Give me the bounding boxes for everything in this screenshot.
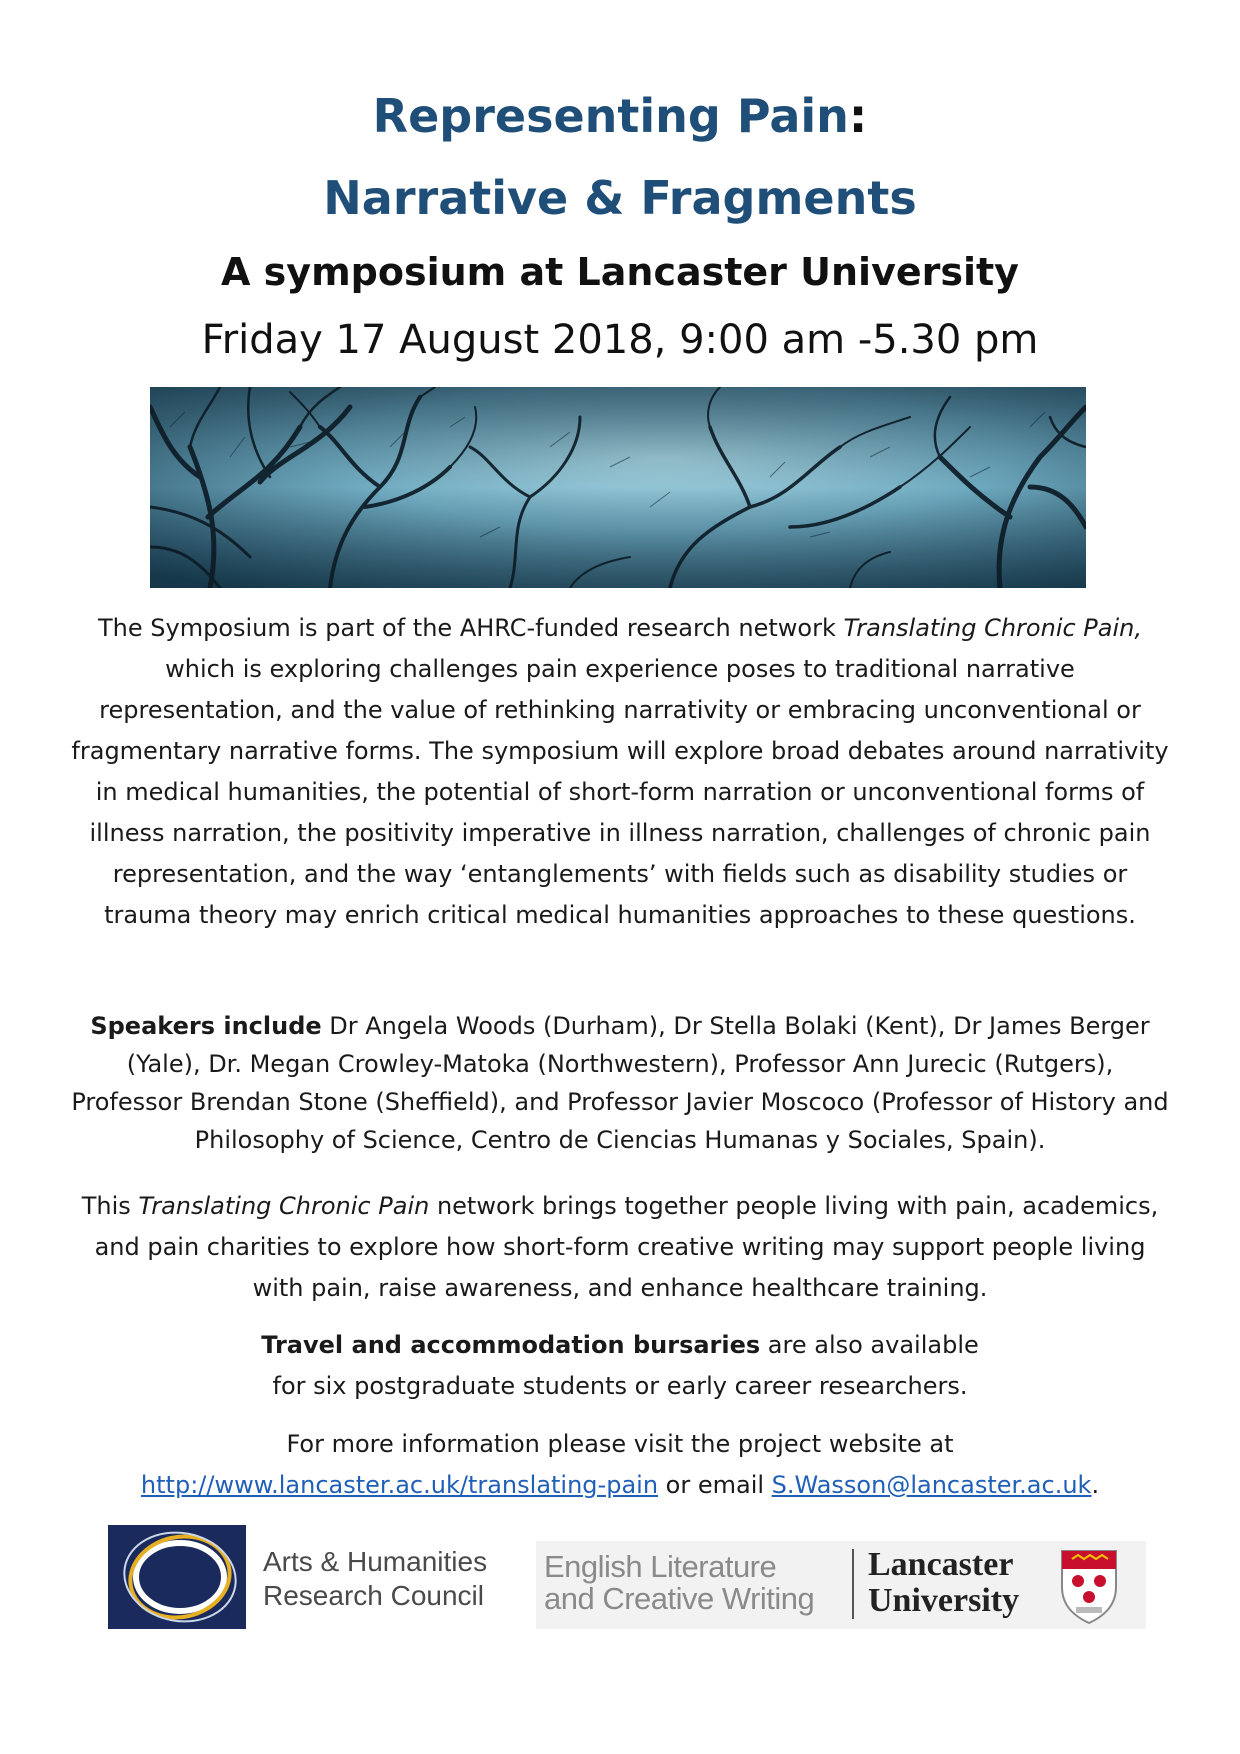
info-paragraph: For more information please visit the project website at http://www.lancaster.ac.uk/translating-pain or email S.Wasson@lancaster.ac.uk.: [140, 1430, 1100, 1499]
contact-email-link[interactable]: S.Wasson@lancaster.ac.uk: [771, 1471, 1092, 1499]
university-crest-icon: [1058, 1547, 1120, 1625]
subtitle: A symposium at Lancaster University: [221, 250, 1019, 294]
network-name-italic: Translating Chronic Pain: [138, 1192, 430, 1220]
title-main: Representing Pain: [372, 89, 849, 143]
logo-divider: [852, 1549, 854, 1619]
bursary-label: Travel and accommodation bursaries: [261, 1331, 761, 1359]
ahrc-logo: [108, 1525, 528, 1629]
lancaster-english-logo: [536, 1541, 1146, 1629]
ahrc-name: Arts & Humanities Research Council: [263, 1546, 488, 1611]
speakers-paragraph: Speakers include Dr Angela Woods (Durham), Dr Stella Bolaki (Kent), Dr James Berger (Yale), Dr. Megan Crowley-Matoka (Northwestern), Professor Ann Jurecic (Rutgers), Professor Brendan Stone (Sheffield), and Professor Javier Moscoco (Professor of History and Philosophy of Science, Centro de Ciencias Humanas y Sociales, Spain).: [71, 1012, 1169, 1154]
network-paragraph: This Translating Chronic Pain network brings together people living with pain, academics, and pain charities to explore how short-form creative writing may support people living with pain, raise awareness, and enhance healthcare training.: [81, 1192, 1159, 1302]
speakers-label: Speakers include: [90, 1012, 322, 1040]
department-name: English Literature and Creative Writing: [544, 1549, 815, 1616]
project-website-link[interactable]: http://www.lancaster.ac.uk/translating-pain: [140, 1471, 659, 1499]
ahrc-emblem-icon: [108, 1525, 246, 1629]
intro-paragraph: The Symposium is part of the AHRC-funded research network Translating Chronic Pain, which is exploring challenges pain experience poses to traditional narrative representation, and the value of rethinking narrativity or embracing unconventional or fragmentary narrative forms. The symposium will explore broad debates around narrativity in medical humanities, the potential of short-form narration or unconventional forms of illness narration, the positivity imperative in illness narration, challenges of chronic pain representation, and the way ‘entanglements’ with fields such as disability studies or trauma theory may enrich critical medical humanities approaches to these questions.: [71, 614, 1169, 929]
title-line-1: [0, 88, 1240, 144]
title-colon: :: [848, 89, 868, 143]
event-date-time: Friday 17 August 2018, 9:00 am -5.30 pm: [201, 317, 1039, 363]
university-name: Lancaster University: [868, 1546, 1020, 1619]
network-name-italic: Translating Chronic Pain,: [843, 614, 1142, 642]
bursary-paragraph: Travel and accommodation bursaries are also available for six postgraduate students or early career researchers.: [261, 1331, 979, 1400]
banner-image-misty-trees: [150, 387, 1086, 588]
title-line-2: Narrative & Fragments: [323, 171, 917, 225]
